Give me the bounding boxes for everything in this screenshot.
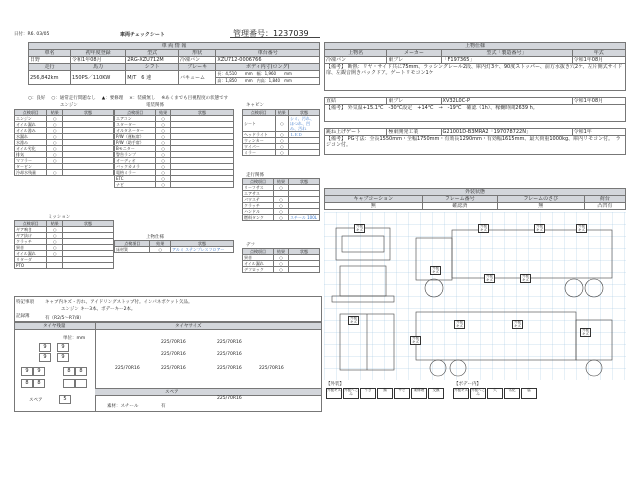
upper-spec-table: [324, 42, 626, 155]
mission-result: ○: [47, 227, 63, 233]
travel-note: スチール 100L: [289, 215, 320, 221]
travel-result: ○: [274, 197, 289, 203]
cabin-col0: 点検項目: [243, 110, 276, 116]
special-label: 特記事項: [16, 300, 34, 305]
electric-result: ○: [156, 158, 171, 164]
legend-mark: 外板キズ: [453, 388, 469, 399]
vh-h0: 車名: [29, 50, 71, 57]
tire-box-8: [21, 379, 33, 388]
mission-result: [47, 263, 63, 269]
electric-item: P/W（助手席）: [115, 140, 156, 146]
vh-h2-2: シフト: [126, 64, 179, 71]
damage-mark-9: 外板キズ: [514, 320, 521, 328]
cabin-row: [243, 116, 320, 132]
travel-item: クラッチ: [243, 203, 274, 209]
us-remark2: 【備考】 外気温+15.1℃ -30℃設定 +14℃ → -19℃ 確認（1h）、稼働時間2639 h。: [325, 105, 626, 122]
us-remark1: 【備考】 断熱：リヤ・サイド共に75mm、ラッシングレール2段、庫内灯3ケ、90度ストッパー、前方水抜き穴2ケ、左片開式サイド扉、左観音開きバックドア。ゲートリモコン1ケ: [325, 64, 626, 91]
cabin-note: ＬＥＤ: [289, 132, 320, 138]
upper-spec-title: 上物仕様: [325, 43, 626, 50]
tire-value-6: 8: [67, 368, 71, 374]
diff-note: [289, 267, 320, 273]
vh-h2-4: ボディ内寸(ロング): [216, 64, 320, 71]
vh-h2-1: 馬力: [71, 64, 126, 71]
legend-mark: 外板へこみ: [470, 388, 486, 399]
engine-table: [14, 109, 114, 176]
upper-col2: 状態: [171, 241, 234, 247]
us-r3-1: 極東開発工業: [387, 129, 441, 136]
engine-col0: 点検項目: [15, 110, 47, 116]
electric-result: ○: [156, 122, 171, 128]
mission-item: オイル漏れ: [15, 251, 47, 257]
diff-item: オイル漏れ: [243, 261, 274, 267]
tire-value-3: 9: [61, 354, 65, 360]
cabin-result: ○: [275, 132, 288, 138]
engine-col2: 状態: [63, 110, 114, 116]
tire-box-0: [39, 343, 51, 352]
tire-unit: 単位：mm: [63, 336, 86, 341]
electric-col0: 点検項目: [115, 110, 156, 116]
ex-val1: 確認済: [422, 203, 497, 210]
mission-item: PTO: [15, 263, 47, 269]
diff-col0: 点検項目: [243, 249, 274, 255]
electric-note: [171, 182, 234, 188]
damage-legend-row: [326, 388, 626, 402]
mission-item: リターダ: [15, 257, 47, 263]
electric-col2: 状態: [171, 110, 234, 116]
exterior-legend-title: 【外装】: [326, 382, 344, 387]
tire-box-7: [75, 367, 87, 376]
electric-row: [115, 182, 234, 188]
upper-col0: 点検項目: [115, 241, 150, 247]
vh-v3: 冷凍バン: [178, 57, 215, 64]
cabin-col1: 結果: [275, 110, 288, 116]
exterior-title: 外装状態: [325, 189, 626, 196]
engine-result: ○: [47, 128, 63, 134]
electric-item: バックカメラ: [115, 164, 156, 170]
electric-item: オルタネーター: [115, 128, 156, 134]
electric-item: 電格ミラー: [115, 170, 156, 176]
legend-mark: 腐: [521, 388, 537, 399]
engine-item: 冷却水残量: [15, 170, 47, 176]
tire-spare-row-label: スペア: [165, 390, 179, 395]
damage-mark-8: 外板キズ: [456, 320, 463, 328]
vh-dims-2: 高：1,850 mm 内高：1,840 mm: [216, 78, 320, 85]
exterior-table: [324, 188, 626, 210]
electric-result: ○: [156, 128, 171, 134]
tire-material-label: 素材：スチール: [107, 404, 139, 409]
engine-result: ○: [47, 146, 63, 152]
tire-size-7: 225/70R16: [259, 366, 284, 371]
ex-col2: フレームのさび: [497, 196, 584, 203]
damage-mark-6: 外板キズ: [522, 274, 529, 282]
electric-result: ○: [156, 182, 171, 188]
upper-item: 床材質: [115, 247, 150, 253]
electric-result: ○: [156, 146, 171, 152]
mission-table: [14, 220, 114, 269]
mission-result: ○: [47, 251, 63, 257]
engine-row: [15, 170, 114, 176]
engine-title: エンジン: [60, 103, 78, 108]
engine-col1: 結果: [47, 110, 63, 116]
tire-value-8: 8: [25, 380, 29, 386]
legend-mark: 錆: [377, 388, 393, 399]
tire-box-3: [57, 353, 69, 362]
mgmt-value: 1237039: [273, 29, 309, 38]
tire-value-5: 9: [37, 368, 41, 374]
legend-good: ○：良好: [28, 96, 46, 101]
us-r2-2: XV32L0C-P: [441, 98, 572, 105]
tire-spare-box: [59, 395, 71, 404]
mission-item: ギア鳴き: [15, 227, 47, 233]
legend-mark: 外板へこみ: [343, 388, 359, 399]
legend-normal: ○：通常走行問題なし: [51, 96, 96, 101]
legend-mark: うき: [360, 388, 376, 399]
electric-item: エアコン: [115, 116, 156, 122]
legend-mark: 外板キズ: [326, 388, 342, 399]
travel-result: ○: [274, 209, 289, 215]
travel-col1: 結果: [274, 179, 289, 185]
ex-col3: 荷台: [584, 196, 625, 203]
mission-note: [63, 263, 114, 269]
diff-result: ○: [274, 267, 289, 273]
damage-mark-4: 外板キズ: [432, 266, 439, 274]
mgmt-label: 管理番号：: [233, 29, 273, 38]
vh-v1: 令和1年08月: [71, 57, 126, 64]
cabin-result: ○: [275, 144, 288, 150]
electric-result: ○: [156, 176, 171, 182]
tire-value-4: 9: [25, 368, 29, 374]
us-r1-2: 「F197365」: [441, 57, 572, 64]
tire-spare-label: スペア: [29, 398, 43, 403]
cabin-item: ウィンカー: [243, 138, 276, 144]
electric-item: 警告ランプ: [115, 152, 156, 158]
tire-size-2: 225/70R16: [161, 352, 186, 357]
us-r2-0: 直結: [325, 98, 387, 105]
electric-result: ○: [156, 116, 171, 122]
upper-note: アルミ ステンプレスフロアー: [171, 247, 234, 253]
legend-none: ×：装備無し: [129, 96, 156, 101]
cabin-note: シミ、汚れ、ほつれ、凹み、汚れ: [289, 116, 320, 132]
mission-title: ミッション: [48, 215, 71, 220]
electric-result: ○: [156, 134, 171, 140]
diff-col2: 状態: [289, 249, 320, 255]
recorder-value: 有（R2/5〜R7/8）: [45, 316, 84, 321]
cabin-col2: 状態: [289, 110, 320, 116]
vh-v4: XZU712-0006766: [216, 57, 320, 64]
ex-val3: 凸凹有: [584, 203, 625, 210]
tire-value-7: 8: [79, 368, 83, 374]
travel-result: ○: [274, 185, 289, 191]
legend-note: ※あくまでも目視程度の状態です: [161, 96, 229, 101]
cabin-row: [243, 150, 320, 156]
travel-col2: 状態: [289, 179, 320, 185]
electric-result: ○: [156, 164, 171, 170]
engine-item: オイル滲み: [15, 128, 47, 134]
tire-box-5: [33, 367, 45, 376]
tire-value-2: 9: [43, 354, 47, 360]
vh-h2-3: ブレーキ: [178, 64, 215, 71]
us-col3: 年式: [572, 50, 625, 57]
travel-title: 走行関係: [246, 173, 264, 178]
damage-mark-11: 外板キズ: [582, 328, 589, 336]
vh-shift: M/T 6 速: [126, 71, 179, 85]
tire-spare-size: 225/70R16: [217, 396, 242, 401]
electric-item: オーディオ: [115, 158, 156, 164]
engine-result: ○: [47, 170, 63, 176]
diagram-area: [324, 212, 626, 380]
electric-result: ○: [156, 152, 171, 158]
tire-spare-value: 5: [63, 396, 67, 402]
cabin-result: ○: [275, 138, 288, 144]
tire-box-9: [33, 379, 45, 388]
engine-item: マフラー: [15, 158, 47, 164]
tire-spare-bar: [95, 388, 321, 396]
mission-col0: 点検項目: [15, 221, 47, 227]
mission-col1: 結果: [47, 221, 63, 227]
damage-mark-2: 外板キズ: [536, 224, 543, 232]
recorder-label: 記録簿: [16, 314, 30, 319]
tire-value-0: 9: [43, 344, 47, 350]
issue-date: 日付：R6. 03/05: [14, 32, 50, 37]
us-col0: 上物名: [325, 50, 387, 57]
tire-value-1: 9: [61, 344, 65, 350]
electric-item: P/W（運転席）: [115, 134, 156, 140]
tire-size-4: 225/70R16: [115, 366, 140, 371]
damage-mark-1: 外板キズ: [480, 224, 487, 232]
us-r2-3: 令和1年08月: [572, 98, 625, 105]
vh-h3: 形状: [178, 50, 215, 57]
diff-table: [242, 248, 320, 273]
tire-box-4: [21, 367, 33, 376]
damage-mark-3: 外板キズ: [578, 224, 585, 232]
tire-size-title: タイヤサイズ: [175, 324, 202, 329]
upper-row: [115, 247, 234, 253]
engine-item: オイル劣化: [15, 146, 47, 152]
legend-caution: ▲：要修理: [101, 96, 124, 101]
diff-result: ○: [274, 255, 289, 261]
travel-result: ○: [274, 215, 289, 221]
cabin-item: ワイパー: [243, 144, 276, 150]
legend-mark: 劣化: [504, 388, 520, 399]
diff-col1: 結果: [274, 249, 289, 255]
vh-mileage: 256,842km: [29, 71, 71, 85]
electric-item: Bモニター: [115, 146, 156, 152]
travel-item: ハンドル: [243, 209, 274, 215]
cabin-result: ○: [275, 150, 288, 156]
upper-title: 上物仕様: [146, 235, 164, 240]
travel-item: エアサス: [243, 191, 274, 197]
tire-title: タイヤ残量: [43, 324, 66, 329]
legend: [28, 95, 328, 101]
damage-mark-10: 外板キズ: [412, 336, 419, 344]
travel-table: [242, 178, 320, 221]
travel-result: ○: [274, 203, 289, 209]
vh-h1: 初年度登録: [71, 50, 126, 57]
us-col2: 型式「製造番号」: [441, 50, 572, 57]
special-text: キャブ内キズ・汚れ、アイドリングストップ付。インパネポケット欠品。: [45, 300, 193, 305]
damage-mark-0: 外板キズ: [356, 224, 363, 232]
vh-brake: バキューム: [178, 71, 215, 85]
vh-h4: 車台番号: [216, 50, 320, 57]
travel-item: 燃料タンク: [243, 215, 274, 221]
electric-item: ナビ: [115, 182, 156, 188]
engine-item: 排気: [15, 152, 47, 158]
cabin-item: シート: [243, 116, 276, 132]
upper-result: ○: [150, 247, 171, 253]
engine-result: ○: [47, 134, 63, 140]
electric-item: スターター: [115, 122, 156, 128]
vh-dims-1: 長：4,510 mm 幅：1,960 mm: [216, 71, 320, 78]
diff-title: デフ: [246, 243, 255, 248]
vh-h2-0: 走行: [29, 64, 71, 71]
mission-col2: 状態: [63, 221, 114, 227]
tire-size-5: 225/70R16: [161, 366, 186, 371]
us-r3-0: 跳ね上げゲート: [325, 129, 387, 136]
mgmt-underline: [230, 37, 320, 38]
mission-result: ○: [47, 233, 63, 239]
cabin-title: キャビン: [246, 103, 264, 108]
electric-result: ○: [156, 170, 171, 176]
ex-val0: 無: [325, 203, 423, 210]
tire-box-10: [63, 379, 75, 388]
legend-mark: サビ: [394, 388, 410, 399]
tire-box-11: [75, 379, 87, 388]
us-r3-3: 令和1年: [572, 129, 625, 136]
tire-box-2: [39, 353, 51, 362]
engine-result: ○: [47, 116, 63, 122]
us-r2-1: 東プレ: [387, 98, 441, 105]
sheet-title: 車両チェックシート: [120, 32, 165, 38]
cabin-note: [289, 150, 320, 156]
engine-item: 水滲み: [15, 140, 47, 146]
us-r1-0: 冷凍バン: [325, 57, 387, 64]
tire-size-0: 225/70R16: [161, 340, 186, 345]
travel-col0: 点検項目: [243, 179, 274, 185]
special-notes: [14, 296, 322, 322]
electric-title: 電装関係: [146, 103, 164, 108]
diff-result: ○: [274, 261, 289, 267]
legend-mark: 交換: [428, 388, 444, 399]
mission-row: [15, 263, 114, 269]
engine-item: エンジン: [15, 116, 47, 122]
upper-table: [114, 240, 234, 253]
engine-result: ○: [47, 122, 63, 128]
diff-row: [243, 267, 320, 273]
mission-item: 異音: [15, 245, 47, 251]
electric-col1: 結果: [156, 110, 171, 116]
travel-item: パワステ: [243, 197, 274, 203]
cabin-result: ○: [275, 116, 288, 132]
us-r3-2: G21001D-B3MRA2「197078722N」: [441, 129, 572, 136]
cabin-item: ミラー: [243, 150, 276, 156]
legend-mark: 穴: [487, 388, 503, 399]
ex-col0: キャブコーション: [325, 196, 423, 203]
ex-col1: フレーム番号: [422, 196, 497, 203]
engine-item: 水漏れ: [15, 134, 47, 140]
us-r1-3: 令和1年08月: [572, 57, 625, 64]
us-col1: メーカー: [387, 50, 441, 57]
vh-v2: 2RG-XZU712M: [126, 57, 179, 64]
tire-section: [14, 322, 322, 412]
tire-size-1: 225/70R16: [217, 340, 242, 345]
body-legend-title: 【ボデー内】: [454, 382, 481, 387]
engine-note: [63, 170, 114, 176]
special-text2: エンジン キー3本、ボデーキー2本。: [61, 307, 136, 312]
us-remark3: 【備考】 PG寸法：全長1550mm・全幅1750mm・有効長1290mm・有効幅1615mm、最大荷重1000kg、庫内リモコン付。 ラジコン付。: [325, 136, 626, 155]
tire-box-6: [63, 367, 75, 376]
diff-item: 異音: [243, 255, 274, 261]
tire-value-9: 8: [37, 380, 41, 386]
engine-result: ○: [47, 158, 63, 164]
mission-result: ○: [47, 239, 63, 245]
vh-h2: 型式: [126, 50, 179, 57]
vehicle-info-title: 車 両 情 報: [29, 43, 320, 50]
engine-result: ○: [47, 140, 63, 146]
ex-val2: 無: [497, 203, 584, 210]
cabin-table: [242, 109, 320, 156]
electric-item: ETC: [115, 176, 156, 182]
engine-item: オイル漏れ: [15, 122, 47, 128]
electric-table: [114, 109, 234, 188]
engine-item: タービン: [15, 164, 47, 170]
tire-size-3: 225/70R16: [217, 352, 242, 357]
electric-result: ○: [156, 140, 171, 146]
tire-box-1: [57, 343, 69, 352]
upper-col1: 結果: [150, 241, 171, 247]
vh-v0: 日野: [29, 57, 71, 64]
diagram-grid: [324, 212, 626, 380]
damage-mark-5: 外板キズ: [486, 274, 493, 282]
travel-row: [243, 215, 320, 221]
cabin-item: ヘッドライト: [243, 132, 276, 138]
vh-power: 150PS／110KW: [71, 71, 126, 85]
travel-item: リーフサス: [243, 185, 274, 191]
damage-mark-7: 外板キズ: [350, 316, 357, 324]
mission-item: クラッチ: [15, 239, 47, 245]
legend-mark: 要修理: [411, 388, 427, 399]
tire-material-value: 有: [161, 404, 166, 409]
tire-size-6: 225/70R16: [217, 366, 242, 371]
mission-item: ギア抜け: [15, 233, 47, 239]
engine-result: ○: [47, 152, 63, 158]
mission-result: ○: [47, 245, 63, 251]
diff-item: デフロック: [243, 267, 274, 273]
vehicle-info-table: [28, 42, 320, 85]
us-r1-1: 東プレ: [387, 57, 441, 64]
